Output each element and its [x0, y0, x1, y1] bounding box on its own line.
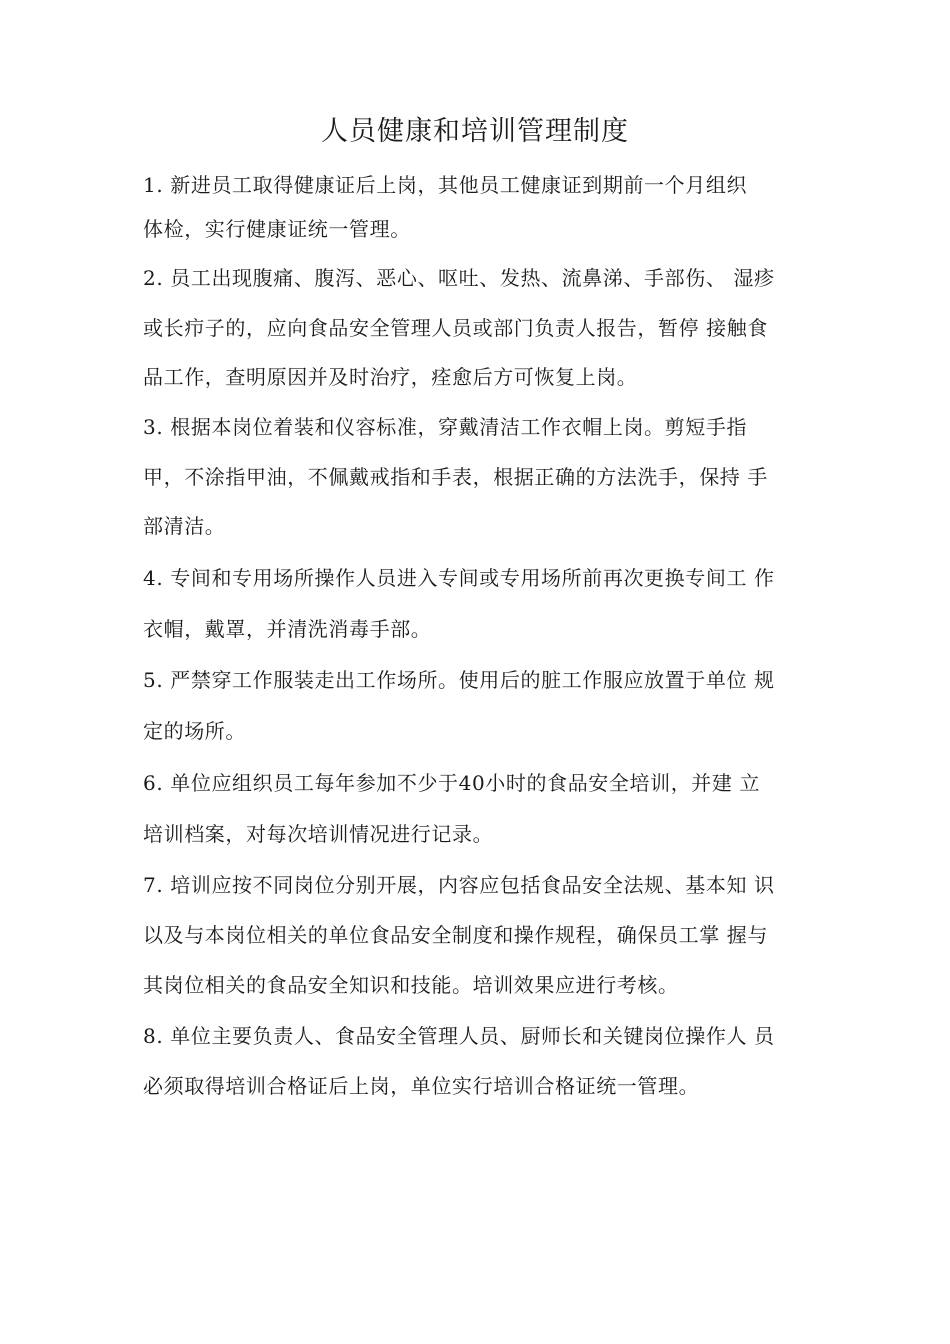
item-2-line-2: 或长疖子的，应向食品安全管理人员或部门负责人报告，暂停 接触食 [143, 316, 768, 340]
item-4-line-1: 4. 专间和专用场所操作人员进入专间或专用场所前再次更换专间工 作 [143, 566, 775, 590]
item-3-line-1: 3. 根据本岗位着装和仪容标准，穿戴清洁工作衣帽上岗。剪短手指 [143, 415, 748, 439]
item-7-line-3: 其岗位相关的食品安全知识和技能。培训效果应进行考核。 [143, 973, 679, 997]
item-5-line-2: 定的场所。 [143, 719, 246, 743]
item-8-line-1: 8. 单位主要负责人、食品安全管理人员、厨师长和关键岗位操作人 员 [143, 1024, 775, 1048]
item-2-line-3: 品工作，查明原因并及时治疗，痊愈后方可恢复上岗。 [143, 365, 638, 389]
item-8-line-2: 必须取得培训合格证后上岗，单位实行培训合格证统一管理。 [143, 1074, 700, 1098]
item-4-line-2: 衣帽，戴罩，并清洗消毒手部。 [143, 617, 432, 641]
item-3-line-2: 甲，不涂指甲油，不佩戴戒指和手表，根据正确的方法洗手，保持 手 [143, 465, 768, 489]
item-7-line-2: 以及与本岗位相关的单位食品安全制度和操作规程，确保员工掌 握与 [143, 923, 768, 947]
item-2-line-1: 2. 员工出现腹痛、腹泻、恶心、呕吐、发热、流鼻涕、手部伤、 湿疹 [143, 266, 775, 290]
item-1-line-1: 1. 新进员工取得健康证后上岗，其他员工健康证到期前一个月组织 [143, 173, 748, 197]
item-1-line-2: 体检，实行健康证统一管理。 [143, 217, 411, 241]
item-3-line-3: 部清洁。 [143, 514, 226, 538]
item-6-line-2: 培训档案，对每次培训情况进行记录。 [143, 822, 494, 846]
item-6-line-1: 6. 单位应组织员工每年参加不少于40小时的食品安全培训，并建 立 [143, 771, 761, 795]
document-title: 人员健康和培训管理制度 [321, 116, 629, 147]
item-7-line-1: 7. 培训应按不同岗位分别开展，内容应包括食品安全法规、基本知 识 [143, 873, 775, 897]
item-5-line-1: 5. 严禁穿工作服装走出工作场所。使用后的脏工作服应放置于单位 规 [143, 668, 775, 692]
